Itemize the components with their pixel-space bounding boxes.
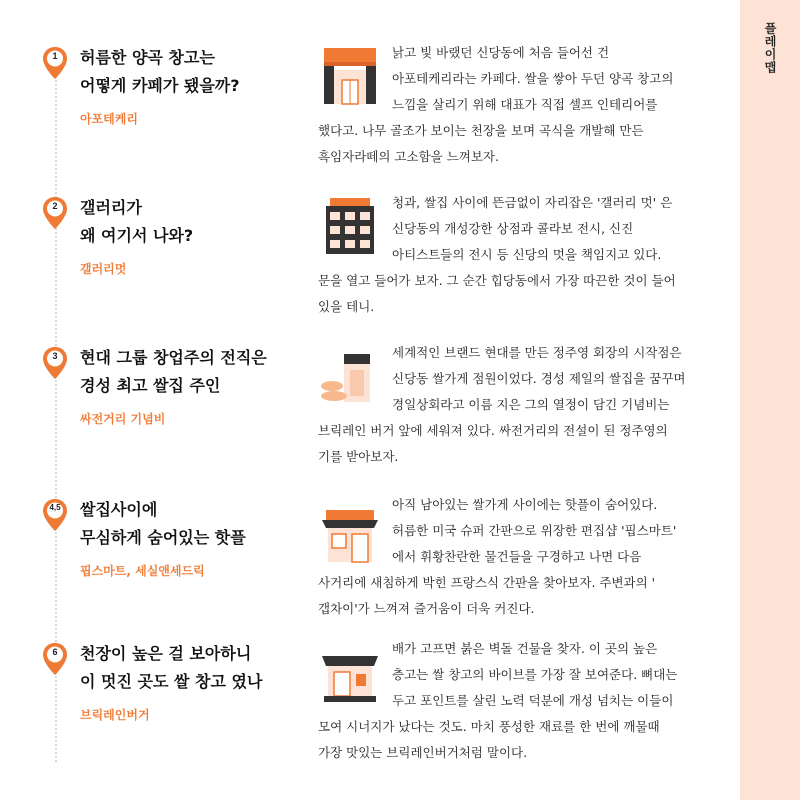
sidebar [740, 0, 800, 800]
desc-line: 에서 휘황찬란한 물건들을 구경하고 나면 다음 [392, 549, 642, 564]
list-item [0, 340, 740, 490]
desc-line: 브릭레인 버거 앞에 세워져 있다. 싸전거리의 전설이 된 정주영의 [318, 423, 668, 438]
list-item [0, 492, 740, 642]
desc-line: 갭차이'가 느껴져 즐거움이 더욱 커진다. [318, 601, 535, 616]
item-title: 갤러리가 왜 여기서 나와? [80, 198, 194, 245]
map-pin-icon [42, 346, 68, 380]
item-title: 현대 그룹 창업주의 전직은 경성 최고 쌀집 주인 [80, 348, 267, 395]
desc-line: 신당동 쌀가게 점원이었다. 경성 제일의 쌀집을 꿈꾸며 [392, 371, 686, 386]
desc-line: 모여 시너지가 났다는 것도. 마치 풍성한 재료를 한 번에 깨물때 [318, 719, 660, 734]
desc-line: 신당동의 개성강한 상점과 콜라보 전시, 신진 [392, 221, 634, 236]
desc-line: 청과, 쌀집 사이에 뜬금없이 자리잡은 '갤러리 멋' 은 [392, 195, 673, 210]
desc-line: 아티스트들의 전시 등 신당의 멋을 책임지고 있다. [392, 247, 662, 262]
desc-line: 흑임자라떼의 고소함을 느껴보자. [318, 149, 499, 164]
desc-line: 가장 맛있는 브릭레인버거처럼 말이다. [318, 745, 528, 760]
pin-number: 6 [52, 647, 58, 657]
item-place: 갤러리멋 [80, 262, 127, 276]
item-description [318, 190, 698, 320]
desc-line: 사거리에 새침하게 박힌 프랑스식 간판을 찾아보자. 주변과의 ' [318, 575, 656, 590]
desc-line: 아포테케리라는 카페다. 쌀을 쌓아 두던 양곡 창고의 [392, 71, 674, 86]
desc-line: 낡고 빛 바랬던 신당동에 처음 들어선 건 [392, 45, 610, 60]
desc-line: 경일상회라고 이름 지은 그의 열정이 담긴 기념비는 [392, 397, 670, 412]
item-title: 허름한 양곡 창고는 어떻게 카페가 됐을까? [80, 48, 240, 95]
desc-line: 두고 포인트를 살린 노력 덕분에 개성 넘치는 이들이 [392, 693, 674, 708]
sidebar-label: 플레이맵 [763, 22, 777, 74]
item-place: 싸전거리 기념비 [80, 412, 166, 426]
desc-line: 층고는 쌀 창고의 바이브를 가장 잘 보여준다. 뼈대는 [392, 667, 678, 682]
pin-number: 1 [52, 51, 58, 61]
desc-line: 기를 받아보자. [318, 449, 399, 464]
item-description [318, 492, 698, 622]
desc-line: 세계적인 브랜드 현대를 만든 정주영 회장의 시작점은 [392, 345, 682, 360]
list-item [0, 636, 740, 786]
map-pin-icon [42, 46, 68, 80]
item-title: 쌀집사이에 무심하게 숨어있는 핫플 [80, 500, 246, 547]
item-description [318, 636, 698, 766]
map-pin-icon [42, 498, 68, 532]
pin-number: 2 [52, 201, 58, 211]
desc-line: 배가 고프면 붉은 벽돌 건물을 찾자. 이 곳의 높은 [392, 641, 658, 656]
pin-number: 4,5 [49, 503, 61, 512]
desc-line: 했다고. 나무 골조가 보이는 천장을 보며 곡식을 개발해 만든 [318, 123, 644, 138]
item-title: 천장이 높은 걸 보아하니 이 멋진 곳도 쌀 창고 였나 [80, 644, 263, 691]
map-pin-icon [42, 196, 68, 230]
item-description [318, 340, 698, 470]
map-pin-icon [42, 642, 68, 676]
desc-line: 있을 테니. [318, 299, 375, 314]
item-place: 핍스마트, 세실앤세드릭 [80, 564, 205, 578]
item-place: 브릭레인버거 [80, 708, 150, 722]
item-description [318, 40, 698, 170]
desc-line: 문을 열고 들어가 보자. 그 순간 힙당동에서 가장 따끈한 것이 들어 [318, 273, 676, 288]
desc-line: 느낌을 살리기 위해 대표가 직접 셀프 인테리어를 [392, 97, 658, 112]
list-item [0, 190, 740, 340]
desc-line: 아직 남아있는 쌀가게 사이에는 핫플이 숨어있다. [392, 497, 658, 512]
desc-line: 허름한 미국 슈퍼 간판으로 위장한 편집샵 '핍스마트' [392, 523, 677, 538]
list-item [0, 40, 740, 190]
pin-number: 3 [52, 351, 58, 361]
item-place: 아포테케리 [80, 112, 138, 126]
